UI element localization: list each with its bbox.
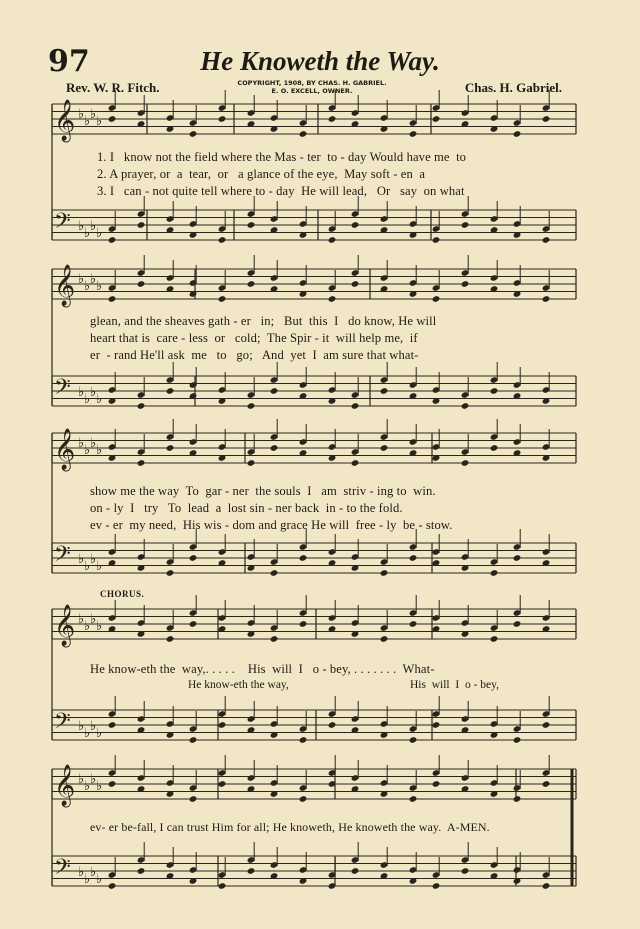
note-head: [380, 635, 389, 643]
note-head: [137, 459, 146, 467]
note-head: [189, 620, 198, 628]
note-head: [490, 444, 499, 452]
flat-sign: ♭: [78, 772, 85, 787]
note-head: [108, 882, 117, 890]
note-head: [108, 115, 117, 123]
note-head: [409, 736, 418, 744]
note-head: [513, 736, 522, 744]
note-head: [461, 280, 470, 288]
flat-sign: ♭: [96, 226, 103, 241]
note-head: [270, 635, 279, 643]
note-head: [513, 620, 522, 628]
note-head: [542, 882, 551, 890]
flat-sign: ♭: [96, 279, 103, 294]
note-head: [461, 867, 470, 875]
note-head: [409, 130, 418, 138]
note-head: [351, 402, 360, 410]
note-head: [247, 280, 256, 288]
note-head: [137, 867, 146, 875]
flat-sign: ♭: [90, 272, 97, 287]
system-3-verse-2: on - ly I try To lead a lost sin - ner back in - to the fold.: [90, 501, 403, 515]
note-head: [351, 867, 360, 875]
note-head: [247, 221, 256, 229]
system-5-lyric: ev- er be-fall, I can trust Him for all; He knoweth, He knoweth the way. A-MEN.: [90, 820, 490, 834]
note-head: [247, 459, 256, 467]
bass-clef: 𝄢: [54, 542, 71, 572]
note-head: [218, 115, 227, 123]
note-head: [380, 444, 389, 452]
flat-sign: ♭: [90, 612, 97, 627]
note-head: [108, 236, 117, 244]
note-head: [513, 554, 522, 562]
note-head: [351, 280, 360, 288]
flat-sign: ♭: [78, 865, 85, 880]
note-head: [299, 795, 308, 803]
note-head: [218, 295, 227, 303]
note-head: [108, 721, 117, 729]
flat-sign: ♭: [96, 559, 103, 574]
flat-sign: ♭: [96, 392, 103, 407]
note-head: [432, 295, 441, 303]
note-head: [218, 882, 227, 890]
flat-sign: ♭: [84, 619, 91, 634]
system-2-verse-2: heart that is care - less or cold; The Spir - it will help me, if: [90, 331, 418, 345]
note-head: [299, 130, 308, 138]
note-head: [328, 721, 337, 729]
flat-sign: ♭: [84, 559, 91, 574]
note-head: [189, 736, 198, 744]
note-head: [409, 795, 418, 803]
chorus-alto-lyric-1: He know-eth the way,: [188, 679, 289, 691]
note-head: [409, 554, 418, 562]
system-1-verse-2: 2. A prayer, or a tear, or a glance of the eye, May soft - en a: [97, 167, 426, 181]
system-1-verse-1: 1. I know not the field where the Mas - ter to - day Would have me to: [97, 150, 467, 164]
note-head: [270, 444, 279, 452]
flat-sign: ♭: [78, 107, 85, 122]
flat-sign: ♭: [90, 219, 97, 234]
flat-sign: ♭: [84, 443, 91, 458]
chorus-lyric: He know-eth the way,. . . . . His will I o - bey, . . . . . . . What-: [90, 662, 435, 676]
flat-sign: ♭: [78, 552, 85, 567]
note-head: [166, 444, 175, 452]
note-head: [432, 882, 441, 890]
bass-clef: 𝄢: [54, 375, 71, 405]
note-head: [513, 795, 522, 803]
note-head: [108, 780, 117, 788]
flat-sign: ♭: [78, 612, 85, 627]
system-2-verse-3: er - rand He'll ask me to go; And yet I am sure that what-: [90, 348, 419, 362]
flat-sign: ♭: [84, 114, 91, 129]
note-head: [328, 236, 337, 244]
flat-sign: ♭: [84, 872, 91, 887]
flat-sign: ♭: [84, 726, 91, 741]
bass-clef: 𝄢: [54, 709, 71, 739]
flat-sign: ♭: [90, 772, 97, 787]
treble-clef: 𝄞: [54, 429, 76, 470]
system-3-verse-1: show me the way To gar - ner the souls I am striv - ing to win.: [90, 484, 436, 498]
note-head: [108, 295, 117, 303]
flat-sign: ♭: [90, 436, 97, 451]
hymn-number: 97: [48, 44, 90, 79]
note-head: [189, 554, 198, 562]
note-head: [299, 554, 308, 562]
flat-sign: ♭: [96, 443, 103, 458]
note-head: [432, 721, 441, 729]
flat-sign: ♭: [90, 552, 97, 567]
note-head: [137, 402, 146, 410]
chorus-label: CHORUS.: [100, 589, 145, 599]
note-head: [542, 236, 551, 244]
flat-sign: ♭: [96, 872, 103, 887]
note-head: [351, 459, 360, 467]
note-head: [490, 387, 499, 395]
system-1-verse-3: 3. I can - not quite tell where to - day He will lead, Or say on what: [97, 184, 465, 198]
note-head: [542, 721, 551, 729]
note-head: [542, 295, 551, 303]
flat-sign: ♭: [84, 226, 91, 241]
note-head: [218, 780, 227, 788]
note-head: [247, 867, 256, 875]
note-head: [461, 402, 470, 410]
flat-sign: ♭: [84, 779, 91, 794]
note-head: [166, 635, 175, 643]
copyright-line-2: E. O. EXCELL, OWNER.: [271, 87, 353, 95]
note-head: [380, 569, 389, 577]
flat-sign: ♭: [96, 726, 103, 741]
flat-sign: ♭: [78, 219, 85, 234]
copyright-line-1: COPYRIGHT, 1908, BY CHAS. H. GABRIEL.: [237, 79, 387, 87]
note-head: [351, 221, 360, 229]
note-head: [461, 221, 470, 229]
composer-credit: Chas. H. Gabriel.: [464, 80, 562, 95]
treble-clef: 𝄞: [54, 265, 76, 306]
treble-clef: 𝄞: [54, 100, 76, 141]
note-head: [137, 280, 146, 288]
note-head: [299, 736, 308, 744]
flat-sign: ♭: [90, 719, 97, 734]
system-3-verse-3: ev - er my need, His wis - dom and grace He will free - ly be - stow.: [90, 518, 453, 532]
flat-sign: ♭: [78, 436, 85, 451]
note-head: [542, 115, 551, 123]
chorus-alto-lyric-2: His will I o - bey,: [410, 679, 500, 691]
note-head: [432, 236, 441, 244]
note-head: [409, 620, 418, 628]
note-head: [299, 620, 308, 628]
note-head: [189, 795, 198, 803]
flat-sign: ♭: [96, 114, 103, 129]
note-head: [166, 387, 175, 395]
note-head: [270, 569, 279, 577]
bass-clef: 𝄢: [54, 855, 71, 885]
note-head: [542, 780, 551, 788]
note-head: [189, 130, 198, 138]
note-head: [218, 236, 227, 244]
note-head: [247, 402, 256, 410]
note-head: [137, 221, 146, 229]
hymn-title: He Knoweth the Way.: [200, 46, 440, 76]
author-credit: Rev. W. R. Fitch.: [66, 80, 160, 95]
note-head: [270, 387, 279, 395]
note-head: [166, 569, 175, 577]
treble-clef: 𝄞: [54, 605, 76, 646]
bass-clef: 𝄢: [54, 209, 71, 239]
note-head: [490, 569, 499, 577]
note-head: [513, 130, 522, 138]
note-head: [432, 780, 441, 788]
flat-sign: ♭: [90, 865, 97, 880]
treble-clef: 𝄞: [54, 765, 76, 806]
flat-sign: ♭: [84, 279, 91, 294]
system-2-verse-1: glean, and the sheaves gath - er in; But this I do know, He will: [90, 314, 437, 328]
flat-sign: ♭: [78, 272, 85, 287]
note-head: [490, 635, 499, 643]
note-head: [461, 459, 470, 467]
note-head: [432, 115, 441, 123]
note-head: [218, 721, 227, 729]
flat-sign: ♭: [84, 392, 91, 407]
flat-sign: ♭: [90, 385, 97, 400]
note-head: [328, 295, 337, 303]
note-head: [380, 387, 389, 395]
flat-sign: ♭: [78, 385, 85, 400]
flat-sign: ♭: [96, 619, 103, 634]
flat-sign: ♭: [90, 107, 97, 122]
note-head: [328, 115, 337, 123]
flat-sign: ♭: [96, 779, 103, 794]
flat-sign: ♭: [78, 719, 85, 734]
